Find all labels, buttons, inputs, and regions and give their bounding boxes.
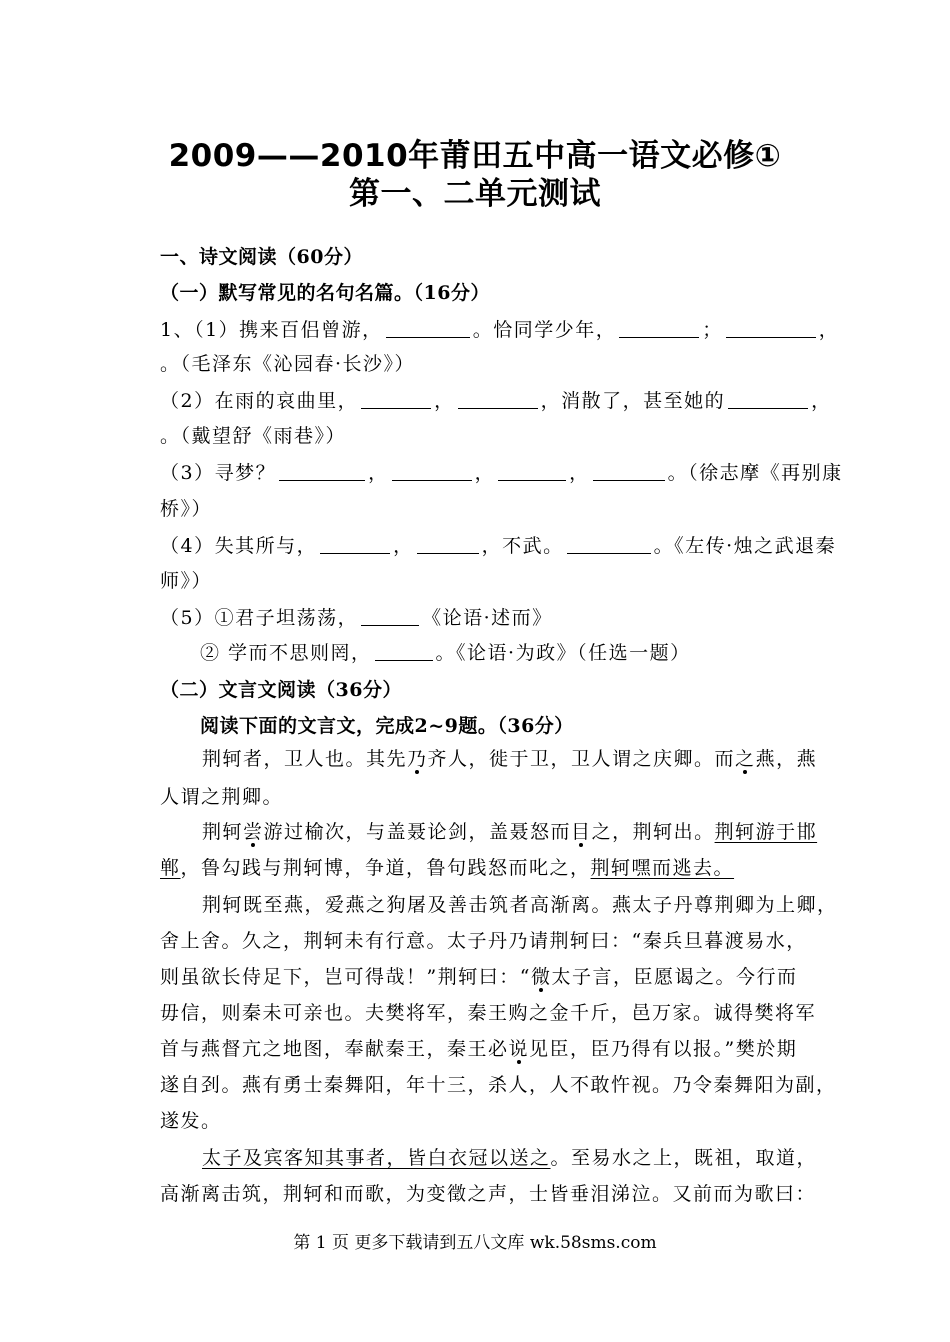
question-2-line-2: 。（戴望舒《雨巷》） — [160, 425, 347, 447]
passage-line: 则虽欲长侍足下，岂可得哉！”荆轲曰：“微太子言，臣愿谒之。今行而 — [160, 966, 798, 988]
underlined-sentence: 荆轲游于邯 — [714, 821, 818, 843]
question-5-line-1: （5）①君子坦荡荡， 《论语·述而》 — [160, 607, 553, 629]
answer-blank[interactable] — [567, 533, 651, 554]
document-title: 2009——2010年莆田五中高一语文必修① — [168, 138, 782, 174]
answer-blank[interactable] — [619, 317, 699, 338]
answer-blank[interactable] — [279, 460, 365, 481]
question-2-line-1: （2）在雨的哀曲里， ， ，消散了，甚至她的 ， — [160, 390, 832, 412]
passage-line: 高渐离击筑，荆轲和而歌，为变徵之声，士皆垂泪涕泣。又前而为歌曰： — [160, 1183, 817, 1205]
answer-blank[interactable] — [361, 388, 431, 409]
passage-line: 荆轲尝游过榆次，与盖聂论剑，盖聂怒而目之，荆轲出。荆轲游于邯 — [202, 821, 818, 843]
question-4-line-1: （4）失其所与， ， ，不武。 。《左传·烛之武退秦 — [160, 535, 837, 557]
underlined-sentence: 荆轲嘿而逃去。 — [590, 857, 735, 879]
answer-blank[interactable] — [593, 460, 665, 481]
emphasis-dot-char: 说 — [508, 1038, 530, 1060]
passage-line: 遂自刭。燕有勇士秦舞阳，年十三，杀人，人不敢忤视。乃令秦舞阳为副， — [160, 1074, 837, 1096]
answer-blank[interactable] — [498, 460, 566, 481]
passage-line: 郸，鲁勾践与荆轲博，争道，鲁句践怒而叱之，荆轲嘿而逃去。 — [160, 857, 735, 879]
question-1-line-1: 1、（1）携来百侣曾游， 。恰同学少年， ； ， — [160, 319, 840, 341]
passage-line: 首与燕督亢之地图，奉献秦王，秦王必说见臣，臣乃得有以报。”樊於期 — [160, 1038, 798, 1060]
answer-blank[interactable] — [320, 533, 390, 554]
passage-line: 荆轲者，卫人也。其先乃齐人，徙于卫，卫人谓之庆卿。而之燕，燕 — [202, 748, 818, 770]
part2-instruction: 阅读下面的文言文，完成2~9题。（36分） — [200, 715, 574, 737]
answer-blank[interactable] — [392, 460, 472, 481]
passage-line: 遂发。 — [160, 1110, 222, 1132]
question-4-line-2: 师》） — [160, 570, 213, 592]
answer-blank[interactable] — [458, 388, 538, 409]
passage-line: 舍上舍。久之，荆轲未有行意。太子丹乃请荆轲曰：“秦兵旦暮渡易水， — [160, 930, 807, 952]
part1-heading: （一）默写常见的名句名篇。（16分） — [160, 282, 490, 304]
emphasis-dot-char: 微 — [530, 966, 552, 988]
answer-blank[interactable] — [726, 317, 816, 338]
document-subtitle: 第一、二单元测试 — [349, 176, 601, 212]
emphasis-dot-char: 之 — [735, 748, 756, 770]
passage-line: 荆轲既至燕，爱燕之狗屠及善击筑者高渐离。燕太子丹尊荆卿为上卿， — [202, 894, 838, 916]
answer-blank[interactable] — [386, 317, 470, 338]
question-3-line-1: （3）寻梦？ ， ， ， 。（徐志摩《再别康 — [160, 462, 843, 484]
question-5-line-2: ② 学而不思则罔， 。《论语·为政》（任选一题） — [200, 642, 691, 664]
underlined-sentence: 郸 — [160, 857, 181, 879]
question-3-line-2: 桥》） — [160, 498, 213, 520]
section-heading: 一、诗文阅读（60分） — [160, 246, 363, 268]
emphasis-dot-char: 尝 — [243, 821, 264, 843]
passage-line: 毋信，则秦未可亲也。夫樊将军，秦王购之金千斤，邑万家。诚得樊将军 — [160, 1002, 817, 1024]
question-1-line-2: 。（毛泽东《沁园春·长沙》） — [160, 353, 416, 375]
answer-blank[interactable] — [375, 640, 433, 661]
answer-blank[interactable] — [361, 605, 419, 626]
part2-heading: （二）文言文阅读（36分） — [160, 679, 402, 701]
emphasis-dot-char: 目 — [571, 821, 592, 843]
passage-line: 太子及宾客知其事者，皆白衣冠以送之。至易水之上，既祖，取道， — [202, 1147, 818, 1169]
page-footer: 第 1 页 更多下载请到五八文库 wk.58sms.com — [293, 1233, 657, 1253]
answer-blank[interactable] — [417, 533, 479, 554]
underlined-sentence: 太子及宾客知其事者，皆白衣冠以送之 — [202, 1147, 551, 1169]
passage-line: 人谓之荆卿。 — [160, 786, 284, 808]
answer-blank[interactable] — [728, 388, 808, 409]
emphasis-dot-char: 乃 — [407, 748, 428, 770]
